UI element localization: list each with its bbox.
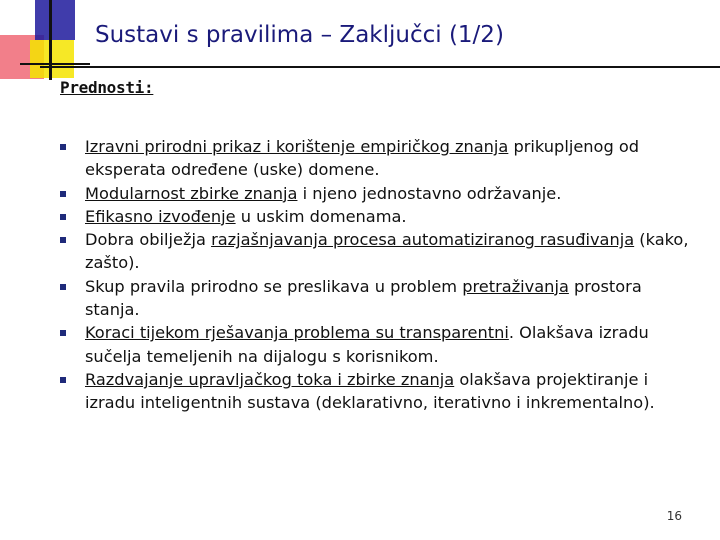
key-phrase: Efikasno izvođenje [85,206,236,226]
square-bullet-icon [60,144,66,150]
square-bullet-icon [60,284,66,290]
title-divider [40,66,720,68]
decorative-logo [0,0,90,90]
page-number: 16 [666,509,682,523]
list-item [60,228,700,275]
list-item [60,275,700,322]
item-text: (kako, zašto). [85,230,689,273]
square-bullet-icon [60,377,66,383]
square-bullet-icon [60,330,66,336]
square-bullet-icon [60,214,66,220]
item-text: olakšava projektiranje i izradu inteligentnih sustava (deklarativno, iterativno i inkrementalno). [85,369,655,413]
item-text: prikupljenog od eksperata određene (uske) domene. [85,137,640,180]
logo-horizontal-line [20,63,90,65]
item-text: Skup pravila prirodno se preslikava u problem [85,276,463,296]
item-text: Dobra obilježja [85,230,212,250]
list-item [60,321,700,368]
key-phrase: razjašnjavanja procesa automatiziranog rasuđivanja [211,230,635,250]
list-item [60,368,700,415]
logo-blue-square [35,0,75,40]
list-item [60,135,700,182]
list-item [60,182,700,205]
item-text: . Olakšava izradu sučelja temeljenih na dijalogu s korisnikom. [85,323,649,366]
square-bullet-icon [60,237,66,243]
item-text: u uskim domenama. [235,206,407,226]
key-phrase: Razdvajanje upravljačkog toka i zbirke znanja [85,369,455,389]
square-bullet-icon [60,191,66,197]
key-phrase: Koraci tijekom rješavanja problema su transparentni [85,323,509,343]
logo-vertical-line [49,0,52,80]
key-phrase: Modularnost zbirke znanja [85,183,298,203]
slide-title: Sustavi s pravilima – Zaključci (1/2) [95,22,504,48]
advantages-list [60,135,700,415]
item-text: prostora stanja. [85,276,642,320]
key-phrase: Izravni prirodni prikaz i korištenje empiričkog znanja [85,137,509,156]
item-text: i njeno jednostavno održavanje. [297,183,562,203]
section-heading: Prednosti: [60,78,154,97]
list-item [60,205,700,228]
key-phrase: pretraživanja [462,276,569,296]
